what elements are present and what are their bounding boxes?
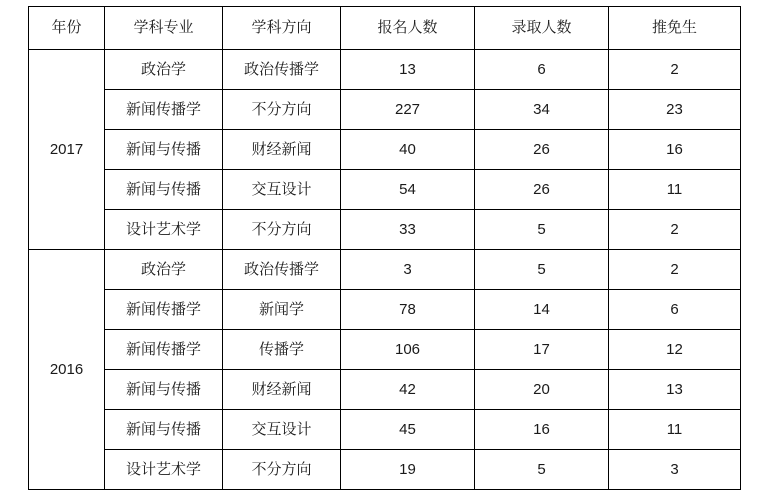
cell-exempt: 11 — [609, 170, 741, 210]
cell-exempt: 2 — [609, 210, 741, 250]
admissions-table — [28, 6, 741, 490]
cell-direction: 政治传播学 — [223, 250, 341, 290]
cell-major: 新闻与传播 — [105, 370, 223, 410]
table-row — [29, 170, 741, 210]
cell-applicants: 13 — [341, 50, 475, 90]
cell-major: 设计艺术学 — [105, 210, 223, 250]
table-row — [29, 410, 741, 450]
header-cell-direction: 学科方向 — [223, 7, 341, 50]
cell-exempt: 2 — [609, 250, 741, 290]
cell-direction: 不分方向 — [223, 90, 341, 130]
table-row — [29, 450, 741, 490]
cell-applicants: 45 — [341, 410, 475, 450]
cell-applicants: 19 — [341, 450, 475, 490]
cell-exempt: 23 — [609, 90, 741, 130]
cell-major: 新闻与传播 — [105, 130, 223, 170]
cell-applicants: 106 — [341, 330, 475, 370]
header-row — [29, 7, 741, 50]
cell-direction: 财经新闻 — [223, 130, 341, 170]
cell-admitted: 16 — [475, 410, 609, 450]
cell-admitted: 17 — [475, 330, 609, 370]
cell-major: 新闻传播学 — [105, 90, 223, 130]
cell-direction: 新闻学 — [223, 290, 341, 330]
table-row — [29, 210, 741, 250]
cell-exempt: 2 — [609, 50, 741, 90]
cell-direction: 不分方向 — [223, 450, 341, 490]
cell-exempt: 16 — [609, 130, 741, 170]
cell-applicants: 33 — [341, 210, 475, 250]
cell-applicants: 42 — [341, 370, 475, 410]
table-header — [29, 7, 741, 50]
cell-admitted: 26 — [475, 170, 609, 210]
cell-applicants: 78 — [341, 290, 475, 330]
table-row — [29, 370, 741, 410]
cell-applicants: 54 — [341, 170, 475, 210]
cell-direction: 交互设计 — [223, 170, 341, 210]
cell-admitted: 6 — [475, 50, 609, 90]
cell-admitted: 20 — [475, 370, 609, 410]
header-cell-major: 学科专业 — [105, 7, 223, 50]
cell-major: 政治学 — [105, 50, 223, 90]
cell-direction: 不分方向 — [223, 210, 341, 250]
cell-year: 2017 — [29, 50, 105, 250]
cell-applicants: 40 — [341, 130, 475, 170]
cell-admitted: 5 — [475, 210, 609, 250]
table-row — [29, 290, 741, 330]
cell-exempt: 11 — [609, 410, 741, 450]
table-row — [29, 250, 741, 290]
table-body — [29, 50, 741, 490]
header-cell-admitted: 录取人数 — [475, 7, 609, 50]
cell-admitted: 5 — [475, 450, 609, 490]
cell-exempt: 12 — [609, 330, 741, 370]
cell-applicants: 227 — [341, 90, 475, 130]
cell-major: 新闻与传播 — [105, 170, 223, 210]
cell-direction: 交互设计 — [223, 410, 341, 450]
header-cell-year: 年份 — [29, 7, 105, 50]
cell-major: 新闻与传播 — [105, 410, 223, 450]
cell-exempt: 3 — [609, 450, 741, 490]
cell-direction: 财经新闻 — [223, 370, 341, 410]
cell-direction: 传播学 — [223, 330, 341, 370]
cell-applicants: 3 — [341, 250, 475, 290]
cell-admitted: 34 — [475, 90, 609, 130]
table-row — [29, 50, 741, 90]
cell-direction: 政治传播学 — [223, 50, 341, 90]
cell-major: 新闻传播学 — [105, 290, 223, 330]
cell-admitted: 14 — [475, 290, 609, 330]
table-row — [29, 90, 741, 130]
cell-year: 2016 — [29, 250, 105, 490]
cell-admitted: 26 — [475, 130, 609, 170]
header-cell-applicants: 报名人数 — [341, 7, 475, 50]
table-row — [29, 330, 741, 370]
cell-exempt: 6 — [609, 290, 741, 330]
cell-major: 新闻传播学 — [105, 330, 223, 370]
cell-exempt: 13 — [609, 370, 741, 410]
cell-major: 政治学 — [105, 250, 223, 290]
cell-admitted: 5 — [475, 250, 609, 290]
cell-major: 设计艺术学 — [105, 450, 223, 490]
header-cell-exempt: 推免生 — [609, 7, 741, 50]
table-row — [29, 130, 741, 170]
